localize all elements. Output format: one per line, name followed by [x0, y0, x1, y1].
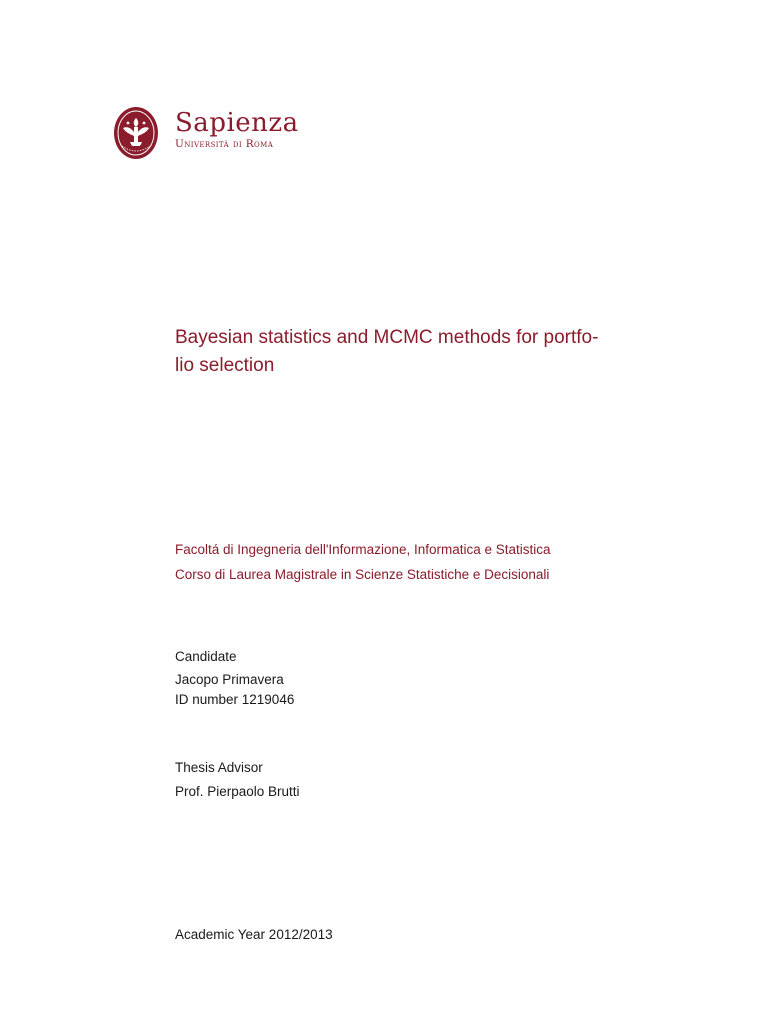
- faculty-name: Facoltá di Ingegneria dell'Informazione, Informatica e Statistica: [175, 542, 551, 557]
- candidate-block: [175, 646, 294, 710]
- university-subtitle: Università di Roma: [175, 138, 274, 150]
- advisor-block: [175, 757, 300, 803]
- advisor-name: Prof. Pierpaolo Brutti: [175, 784, 300, 799]
- candidate-label: Candidate: [175, 649, 237, 664]
- university-logo: [113, 106, 303, 162]
- thesis-title-line-2: lio selection: [175, 355, 275, 376]
- advisor-label: Thesis Advisor: [175, 760, 263, 775]
- sapienza-seal-icon: [113, 106, 159, 160]
- thesis-title: [175, 324, 635, 380]
- logo-wordmark: [175, 110, 299, 150]
- academic-year: Academic Year 2012/2013: [175, 927, 333, 942]
- candidate-name: Jacopo Primavera: [175, 672, 284, 687]
- thesis-title-line-1: Bayesian statistics and MCMC methods for portfo-: [175, 327, 599, 348]
- university-name: Sapienza: [175, 108, 299, 138]
- faculty-block: [175, 537, 551, 587]
- candidate-id: ID number 1219046: [175, 692, 295, 707]
- course-name: Corso di Laurea Magistrale in Scienze Statistiche e Decisionali: [175, 567, 550, 582]
